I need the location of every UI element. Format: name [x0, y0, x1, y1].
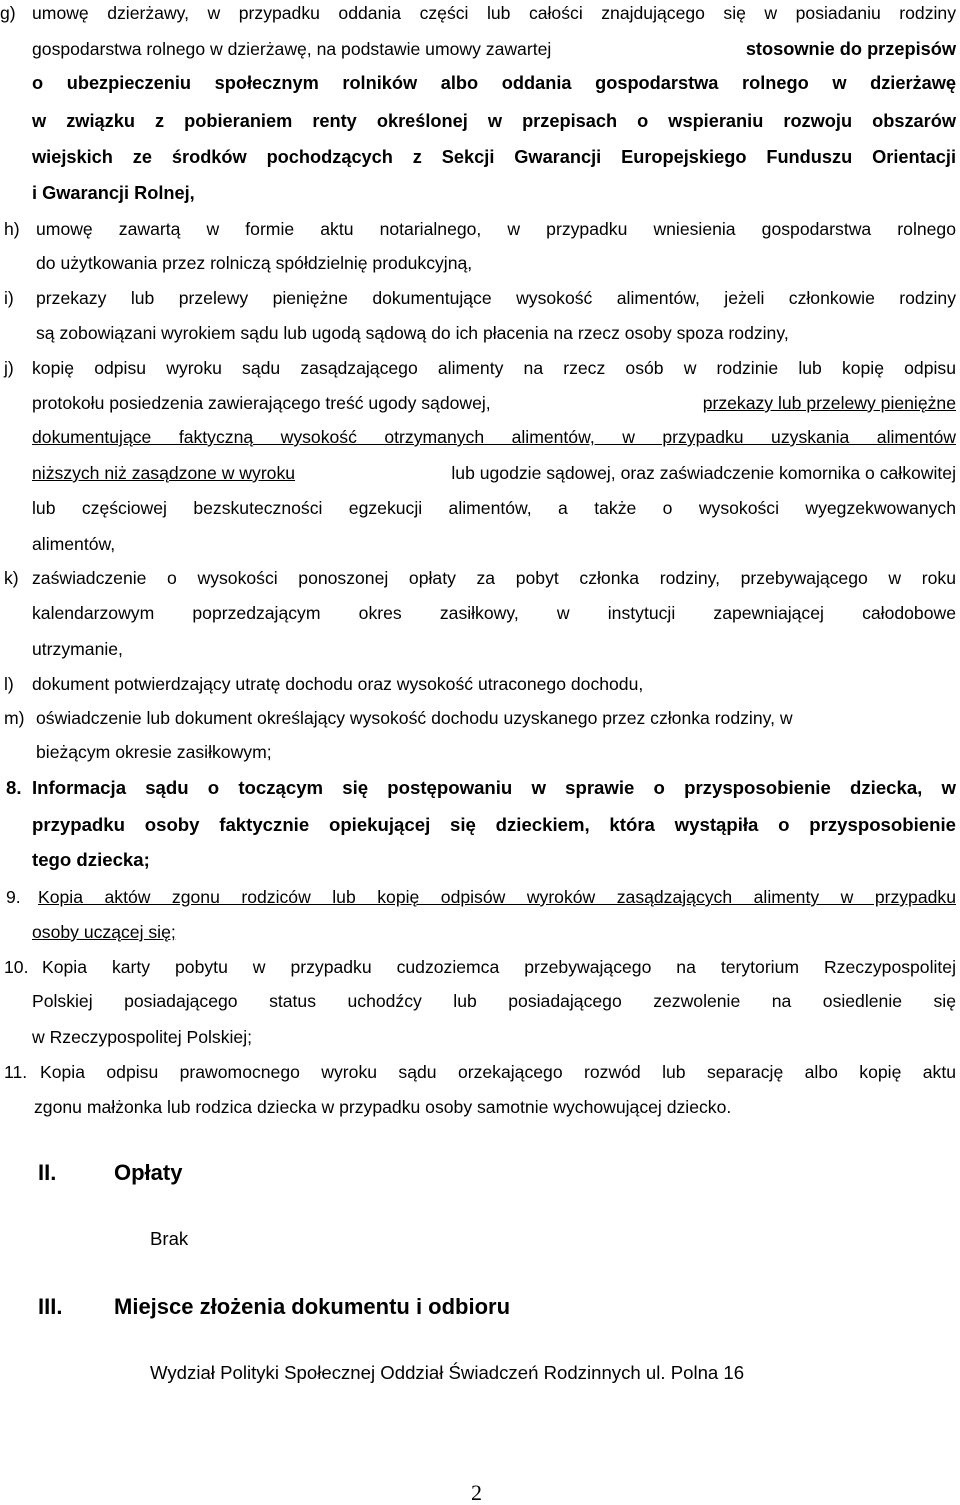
point-8-line: Informacja sądu o toczącym się postępowaniu w sprawie o przysposobienie dziecka, w — [32, 777, 956, 798]
item-m-line: bieżącym okresie zasiłkowym; — [36, 742, 272, 762]
item-h-line: umowę zawartą w formie aktu notarialnego, w przypadku wniesienia gospodarstwa rolnego — [36, 219, 956, 239]
point-11-marker: 11. — [4, 1062, 28, 1082]
point-8-line: tego dziecka; — [32, 849, 150, 870]
point-10-line: Kopia karty pobytu w przypadku cudzoziemca przebywającego na terytorium Rzeczypospolitej — [42, 957, 956, 977]
item-j-line — [32, 392, 956, 414]
point-11-line: Kopia odpisu prawomocnego wyroku sądu orzekającego rozwód lub separację albo kopię aktu — [40, 1062, 956, 1082]
section-2-title: Opłaty — [114, 1160, 183, 1185]
item-h-marker: h) — [4, 219, 20, 239]
item-g-line: wiejskich ze środków pochodzących z Sekcji Gwarancji Europejskiego Funduszu Orientacji — [32, 147, 956, 167]
point-11-line: zgonu małżonka lub rodzica dziecka w przypadku osoby samotnie wychowującej dziecko. — [34, 1097, 732, 1117]
item-j-line: alimentów, — [32, 534, 116, 554]
item-i-line: są zobowiązani wyrokiem sądu lub ugodą sądową do ich płacenia na rzecz osoby spoza rodziny, — [36, 323, 789, 343]
item-h-line: do użytkowania przez rolniczą spółdzielnię produkcyjną, — [36, 253, 473, 273]
item-j-line-underlined: dokumentujące faktyczną wysokość otrzymanych alimentów, w przypadku uzyskania alimentów — [32, 427, 956, 447]
item-g-line — [32, 38, 956, 60]
item-l-line: dokument potwierdzający utratę dochodu oraz wysokość utraconego dochodu, — [32, 674, 644, 694]
item-g-line: umowę dzierżawy, w przypadku oddania części lub całości znajdującego się w posiadaniu rodziny — [32, 3, 956, 23]
item-j-line-part: lub ugodzie sądowej, oraz zaświadczenie komornika o całkowitej — [451, 463, 956, 483]
item-g-line-bold: stosownie do przepisów — [745, 39, 956, 59]
section-2-number: II. — [38, 1160, 57, 1185]
item-i-line: przekazy lub przelewy pieniężne dokumentujące wysokość alimentów, jeżeli członkowie rodziny — [36, 288, 956, 308]
section-3-title: Miejsce złożenia dokumentu i odbioru — [114, 1294, 511, 1319]
point-9-line: Kopia aktów zgonu rodziców lub kopię odpisów wyroków zasądzających alimenty w przypadku — [38, 887, 956, 907]
point-8-marker: 8. — [6, 777, 22, 798]
section-3-body: Wydział Polityki Społecznej Oddział Świadczeń Rodzinnych ul. Polna 16 — [150, 1362, 745, 1383]
item-j-line-part: protokołu posiedzenia zawierającego treść ugody sądowej, — [32, 393, 491, 413]
item-g-marker: g) — [0, 3, 16, 23]
item-j-line: kopię odpisu wyroku sądu zasądzającego alimenty na rzecz osób w rodzinie lub kopię odpisu — [32, 358, 956, 378]
point-10-line: Polskiej posiadającego status uchodźcy lub posiadającego zezwolenie na osiedlenie się — [32, 991, 956, 1011]
item-k-line: kalendarzowym poprzedzającym okres zasiłkowy, w instytucji zapewniającej całodobowe — [32, 603, 956, 623]
point-9-line: osoby uczącej się; — [32, 922, 176, 942]
item-j-line: lub częściowej bezskuteczności egzekucji alimentów, a także o wysokości wyegzekwowanych — [32, 498, 956, 518]
item-k-marker: k) — [4, 568, 19, 588]
point-10-marker: 10. — [4, 957, 29, 977]
section-3-number: III. — [38, 1294, 63, 1319]
point-8-line: przypadku osoby faktycznie opiekującej się dzieckiem, która wystąpiła o przysposobienie — [32, 814, 956, 835]
item-k-line: zaświadczenie o wysokości ponoszonej opłaty za pobyt członka rodziny, przebywającego w roku — [32, 568, 956, 588]
item-j-marker: j) — [4, 358, 14, 378]
section-2-body: Brak — [150, 1228, 189, 1249]
item-g-line: w związku z pobieraniem renty określonej w przepisach o wspieraniu rozwoju obszarów — [32, 111, 956, 131]
item-k-line: utrzymanie, — [32, 639, 123, 659]
item-m-marker: m) — [4, 708, 25, 728]
point-9-marker: 9. — [6, 887, 21, 907]
page-number: 2 — [471, 1480, 482, 1505]
item-i-marker: i) — [4, 288, 14, 308]
item-g-line-part: gospodarstwa rolnego w dzierżawę, na podstawie umowy zawartej — [32, 39, 552, 59]
point-10-line: w Rzeczypospolitej Polskiej; — [32, 1027, 253, 1047]
item-g-line: i Gwarancji Rolnej, — [32, 183, 195, 203]
item-j-line-underlined: niższych niż zasądzone w wyroku — [32, 463, 296, 483]
item-j-line — [32, 462, 956, 484]
item-g-line: o ubezpieczeniu społecznym rolników albo oddania gospodarstwa rolnego w dzierżawę — [32, 73, 956, 93]
item-l-marker: l) — [4, 674, 14, 694]
item-m-line: oświadczenie lub dokument określający wysokość dochodu uzyskanego przez członka rodziny, w — [36, 708, 793, 728]
item-j-line-underlined: przekazy lub przelewy pieniężne — [702, 393, 956, 413]
